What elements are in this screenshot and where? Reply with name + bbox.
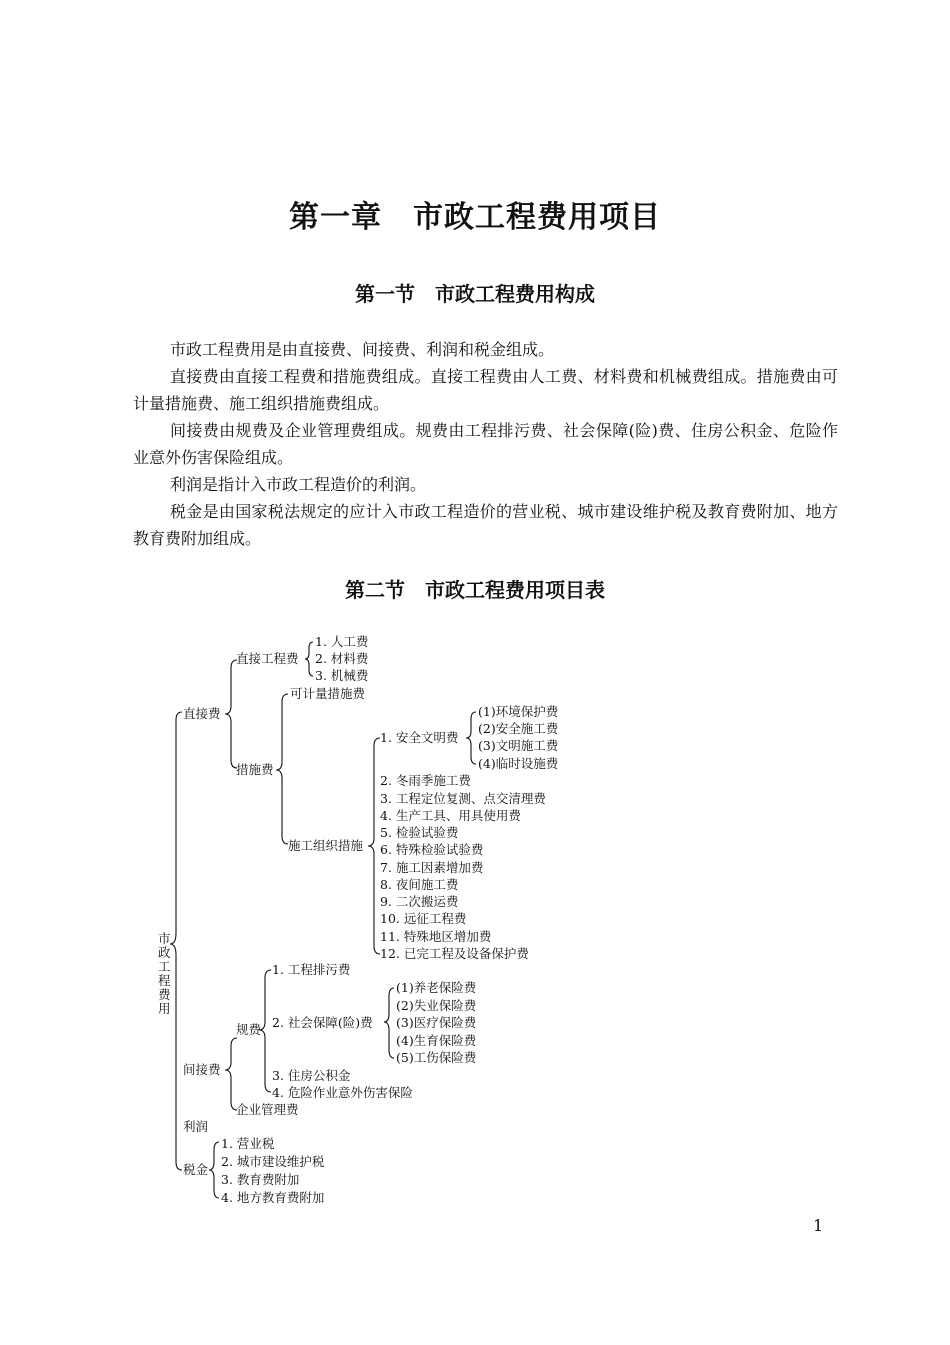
tree-item: (4)生育保险费 [396, 1033, 477, 1048]
tree-item: 7. 施工因素增加费 [380, 860, 484, 875]
tree-item: (1)养老保险费 [396, 980, 477, 995]
section-title-composition: 第一节 市政工程费用构成 [355, 282, 595, 306]
tree-item: 1. 人工费 [315, 634, 369, 649]
tree-item: (4)临时设施费 [478, 756, 559, 771]
tree-item: 3. 机械费 [315, 668, 369, 683]
brace-indirect [225, 1038, 237, 1110]
paragraph: 间接费由规费及企业管理费组成。规费由工程排污费、社会保障(险)费、住房公积金、危险作业意外伤害保险组成。 [133, 421, 838, 467]
brace-organization [368, 738, 380, 954]
tree-item: (2)安全施工费 [478, 721, 559, 736]
brace-insurance [384, 988, 394, 1058]
tree-item: 2. 材料费 [315, 651, 369, 666]
tree-root-char: 程 [158, 973, 171, 988]
tree-item: (3)医疗保险费 [396, 1015, 477, 1030]
brace-direct [225, 660, 237, 768]
paragraph: 税金是由国家税法规定的应计入市政工程造价的营业税、城市建设维护税及教育费附加、地方教育费附加组成。 [133, 502, 838, 548]
tree-item: 12. 已完工程及设备保护费 [380, 946, 529, 961]
tree-indirect-cost: 间接费 [183, 1062, 221, 1077]
tree-item: 3. 住房公积金 [272, 1068, 351, 1083]
brace-tax [209, 1142, 219, 1198]
tree-item: 4. 危险作业意外伤害保险 [272, 1085, 413, 1100]
chapter-title: 第一章 市政工程费用项目 [289, 200, 661, 235]
paragraph: 市政工程费用是由直接费、间接费、利润和税金组成。 [170, 340, 555, 359]
tree-root-char: 费 [158, 987, 171, 1002]
tree-organization: 施工组织措施 [288, 838, 364, 853]
tree-item: 3. 教育费附加 [221, 1172, 300, 1187]
section-title-item-table: 第二节 市政工程费用项目表 [345, 578, 605, 602]
tree-item: 1. 营业税 [221, 1136, 275, 1151]
tree-direct-engineering: 直接工程费 [236, 651, 299, 666]
brace-measure [276, 694, 288, 844]
tree-management: 企业管理费 [236, 1102, 299, 1117]
brace-safety [466, 712, 476, 764]
tree-profit: 利润 [183, 1119, 209, 1134]
tree-item: (2)失业保险费 [396, 998, 477, 1013]
tree-item: 9. 二次搬运费 [380, 894, 459, 909]
tree-item: 2. 城市建设维护税 [221, 1154, 325, 1169]
tree-item: 4. 生产工具、用具使用费 [380, 808, 521, 823]
tree-item: (3)文明施工费 [478, 738, 559, 753]
tree-item: 11. 特殊地区增加费 [380, 929, 492, 944]
tree-regulatory: 规费 [236, 1022, 262, 1037]
brace-direct-engineering [305, 642, 313, 676]
tree-item: (5)工伤保险费 [396, 1050, 477, 1065]
tree-root-char: 用 [158, 1001, 171, 1016]
tree-item: 8. 夜间施工费 [380, 877, 459, 892]
tree-item: 3. 工程定位复测、点交清理费 [380, 791, 546, 806]
paragraph: 直接费由直接工程费和措施费组成。直接工程费由人工费、材料费和机械费组成。措施费由可计量措施费、施工组织措施费组成。 [133, 367, 838, 413]
tree-measurable: 可计量措施费 [290, 686, 366, 701]
page-number: 1 [813, 1216, 824, 1235]
tree-root-char: 政 [158, 945, 171, 960]
paragraph: 利润是指计入市政工程造价的利润。 [170, 475, 427, 494]
brace-root [170, 712, 182, 1170]
tree-item: 1. 工程排污费 [272, 962, 351, 977]
tree-item: 2. 冬雨季施工费 [380, 773, 471, 788]
tree-direct-cost: 直接费 [183, 706, 221, 721]
tree-safety: 1. 安全文明费 [380, 730, 459, 745]
tree-measure-fee: 措施费 [236, 762, 274, 777]
tree-root-char: 工 [158, 959, 171, 974]
tree-item: 5. 检验试验费 [380, 825, 459, 840]
tree-item: 10. 远征工程费 [380, 911, 467, 926]
tree-root-char: 市 [158, 931, 171, 946]
tree-item: 4. 地方教育费附加 [221, 1190, 325, 1205]
tree-tax: 税金 [183, 1162, 209, 1177]
tree-item: (1)环境保护费 [478, 704, 559, 719]
tree-item: 6. 特殊检验试验费 [380, 842, 484, 857]
tree-item: 2. 社会保障(险)费 [272, 1015, 373, 1030]
